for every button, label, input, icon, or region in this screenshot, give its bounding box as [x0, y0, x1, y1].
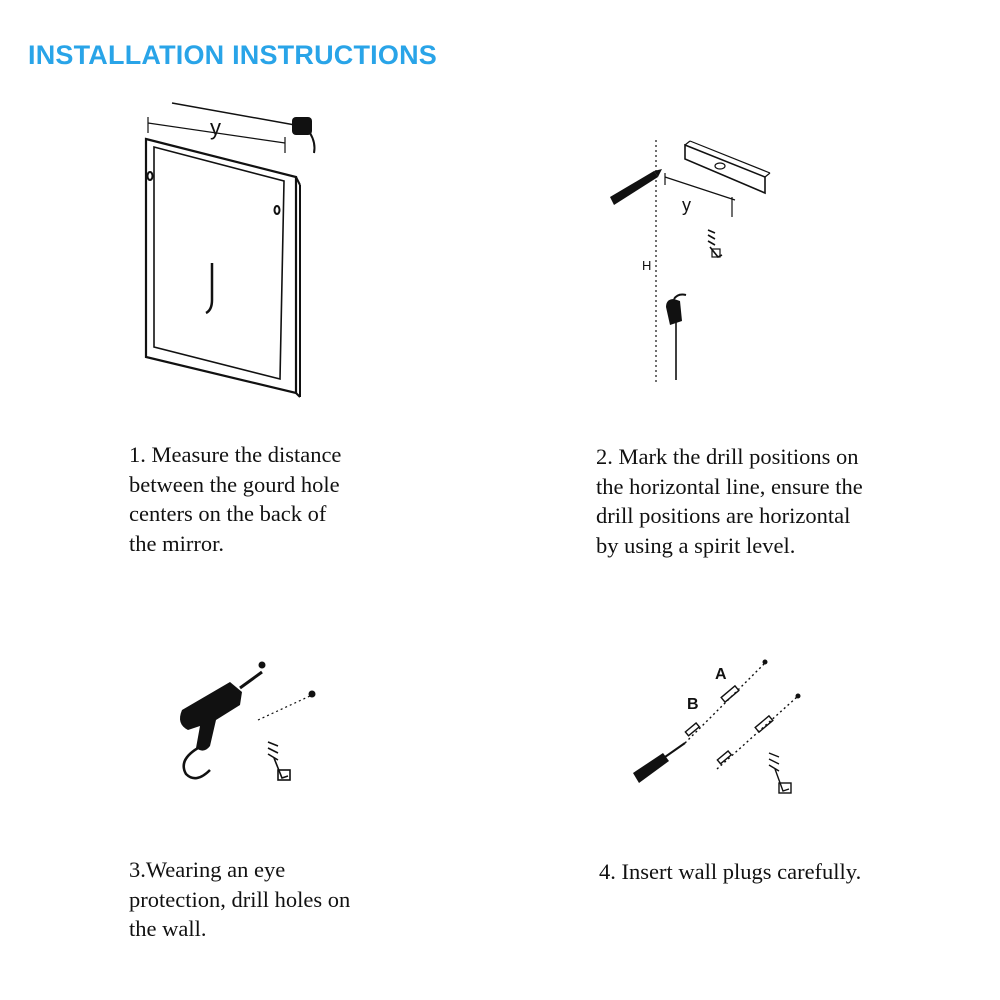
- hammer-icon: [633, 743, 685, 783]
- drill-icon: [180, 672, 262, 778]
- spirit-level-diagram: [610, 135, 780, 385]
- pencil-icon: [610, 169, 662, 205]
- step-2-text: [596, 442, 863, 560]
- tape-line: [172, 103, 295, 125]
- step-4-line: 4. Insert wall plugs carefully.: [599, 859, 862, 884]
- drill-target-1: [259, 662, 266, 669]
- drill-path-dotted: [258, 696, 310, 720]
- dimension-label-y: y: [210, 115, 221, 140]
- wall-plug-diagram: [625, 645, 815, 820]
- mirror-inner-frame: [154, 147, 284, 379]
- drill-diagram: [170, 650, 330, 800]
- step-3-illustration: [170, 650, 330, 800]
- page-title: INSTALLATION INSTRUCTIONS: [28, 40, 437, 70]
- tape-measure-icon: [666, 295, 686, 326]
- part-label-a: A: [715, 666, 727, 683]
- wall-plug-a: [721, 686, 739, 702]
- step-2-line: drill positions are horizontal: [596, 503, 851, 528]
- gourd-hole-left: [148, 172, 153, 180]
- step-1-line: between the gourd hole: [129, 471, 340, 497]
- step-1-line: centers on the back of: [129, 501, 327, 526]
- hanger-icon: [268, 742, 290, 780]
- step-1-illustration: [120, 95, 320, 415]
- mirror-outer-frame: [146, 139, 296, 393]
- height-label: H: [642, 258, 652, 273]
- dimension-line: [665, 177, 735, 200]
- gourd-hole-right: [275, 206, 280, 214]
- step-4-illustration: [625, 645, 815, 820]
- level-bubble: [715, 163, 725, 169]
- step-3-text: [129, 855, 350, 944]
- step-4-text: [599, 857, 861, 887]
- mirror-measure-diagram: [120, 95, 320, 415]
- spirit-level-body: [685, 145, 765, 193]
- wall-plug-b: [685, 723, 699, 736]
- step-3-line: protection, drill holes on: [129, 886, 351, 912]
- step-1-text: [129, 440, 341, 558]
- step-1-line: the mirror.: [129, 530, 224, 556]
- step-3-line: 3.Wearing an eye: [129, 857, 286, 882]
- step-2-line: by using a spirit level.: [596, 532, 796, 558]
- step-2-illustration: [610, 135, 780, 385]
- part-label-b: B: [687, 696, 699, 713]
- plug-path-2: [717, 697, 797, 769]
- dimension-label-y: y: [682, 195, 691, 215]
- tape-measure-icon: [292, 117, 315, 153]
- hook-shape: [206, 263, 212, 313]
- step-2-line: the horizontal line, ensure the: [596, 473, 863, 499]
- step-1-line: 1. Measure the distance: [129, 442, 342, 467]
- step-3-line: the wall.: [129, 916, 207, 941]
- drill-target-2: [309, 691, 316, 698]
- step-2-line: 2. Mark the drill positions on: [596, 444, 859, 469]
